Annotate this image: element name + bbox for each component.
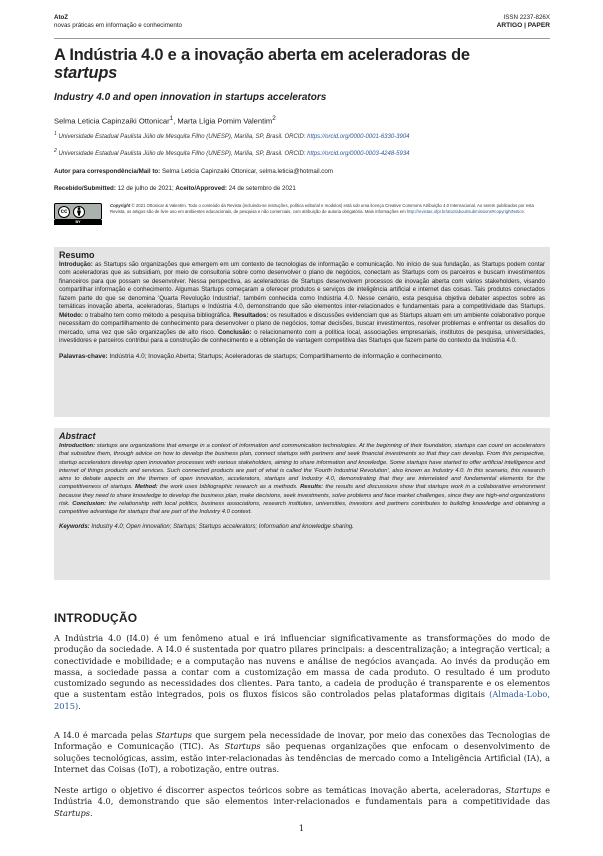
abstract-heading: Abstract <box>59 431 96 441</box>
copyright-link[interactable]: http://revistas.ufpr.br/atoz/about/submissions#copyrightNotice <box>406 209 524 214</box>
resumo-method-text: o trabalho tem como método a pesquisa bibliográfica. <box>82 311 232 319</box>
accepted-date: 24 de setembro de 2021 <box>227 185 296 192</box>
article-type: ARTIGO | PAPER <box>496 22 550 29</box>
cc-icon: cc <box>58 206 70 218</box>
resumo-keywords <box>59 352 545 361</box>
affiliation-1 <box>54 131 410 140</box>
affiliation-2 <box>54 148 410 157</box>
resumo-results-label: Resultados: <box>233 311 269 319</box>
abstract-box <box>54 428 550 580</box>
page-number: 1 <box>298 824 305 834</box>
author-1: Selma Leticia Capinzaiki Ottonicar <box>54 116 170 126</box>
title-main: A Indústria 4.0 e a inovação aberta em aceleradoras de <box>54 46 470 64</box>
affiliation-1-sup: 1 <box>54 131 57 137</box>
received-label: Recebido/Submitted: <box>54 185 116 192</box>
cc-by-label: BY <box>54 220 102 225</box>
received-date: 12 de julho de 2021; <box>115 185 176 192</box>
resumo-results-text: os resultados e discussões evidenciam que as Startups atuam em um ambiente colaborativo porque necessitam do compartilhamento de conhecimento para desenvolver o plano de negócios, tomar decisões, buscar investimentos, resolver problemas e enfrentar os desafios do mercado, uma vez que são organizações de alto risco. <box>59 311 545 336</box>
affiliation-2-text: Universidade Estadual Paulista Júlio de Mesquita Filho (UNESP), Marília, SP, Brasil. ORCID: <box>58 151 308 157</box>
journal-subtitle: novas práticas em informação e conhecimento <box>54 22 182 29</box>
abstract-text <box>59 442 545 517</box>
resumo-intro-label: Introdução: <box>59 261 93 268</box>
intro-p3-italic-2: Startups <box>54 807 90 818</box>
accepted-label: Aceito/Approved: <box>175 185 227 192</box>
copyright-label: Copyright <box>110 203 131 208</box>
intro-paragraph-2 <box>54 730 550 775</box>
author-1-sup: 1 <box>169 115 174 122</box>
intro-p2-c: são pequenas organizações que enfocam o desenvolvimento de soluções tecnológicas, assim, estão inter-relacionadas às tendências de mercado como a Inteligência Artificial (IA), a Internet das Coisas (IoT), a robotização, entre outras. <box>54 741 550 774</box>
section-heading-introducao: INTRODUÇÃO <box>54 611 138 625</box>
resumo-heading: Resumo <box>59 250 95 260</box>
header-divider <box>54 38 550 39</box>
author-sep: , <box>173 116 178 126</box>
orcid-link-2[interactable]: https://orcid.org/0000-0003-4248-5934 <box>307 151 410 157</box>
affiliation-1-text: Universidade Estadual Paulista Júlio de Mesquita Filho (UNESP), Marília, SP, Brasil. ORCID: <box>58 134 308 140</box>
affiliation-2-sup: 2 <box>54 148 57 154</box>
abstract-keywords-text: Industry 4.0; Open innovation; Startups; Startups accelerators; Information and knowledge sharing. <box>89 523 354 530</box>
resumo-method-label: Método: <box>59 311 83 319</box>
intro-p2-a: A I4.0 é marcada pelas <box>54 730 156 740</box>
intro-p2-italic-1: Startups <box>155 730 192 740</box>
abstract-method-text: the work uses bibliographic research as a methods. <box>157 484 298 491</box>
author-2-sup: 2 <box>272 115 276 122</box>
page-header <box>54 14 550 38</box>
abstract-results-label: Results: <box>300 484 324 491</box>
paper-title <box>54 46 554 82</box>
intro-paragraph-3 <box>54 785 550 819</box>
abstract-conclusion-text: the relationship with local politics, business associations, research institutes, universities, investors and partners contributes to building knowledge and obtaining a competitive advantage for startups that are part of the Industry 4.0 context. <box>59 501 545 516</box>
intro-p1-end: . <box>78 700 81 711</box>
journal-name: AtoZ <box>54 14 69 21</box>
correspondence <box>54 168 333 175</box>
intro-p3-c: . <box>89 807 93 818</box>
journal-block <box>54 14 182 30</box>
issn: ISSN 2237-826X <box>503 14 550 21</box>
intro-p3-italic-1: Startups <box>505 785 542 795</box>
cc-license-badge[interactable] <box>54 203 102 220</box>
submission-dates <box>54 185 296 192</box>
copyright-end: . <box>523 209 526 214</box>
resumo-intro-text: as Startups são organizações que emergem em um contexto de tecnologias de informação e comunicação. No início de sua fundação, as Startups podem contar com aceleradoras que as subsidiam, por meio de consultoria sobre como desenvolver o plano de negócios, conectam as Startups com os parceiros e buscam investimentos financeiros para que possam se desenvolver. Nessa perspectiva, as aceleradoras de Startups desenvolvem processos de inovação aberta com vários stakeholders, visando compartilhar informação e conhecimento. Algumas Startups começaram a oferecer produtos e serviços de inteligência artificial e internet das coisas. Tais produtos conectados fazem parte do que se denomina 'Quarta Revolução Industrial', também conhecida como Indústria 4.0. Nesse cenário, esta pesquisa objetiva debater aspectos sobre as temáticas inovação aberta, aceleradoras, Startups e Indústria 4.0, demonstrando que são elementos inter-relacionados e fundamentais para a competitividade das Startups. <box>59 261 545 311</box>
intro-p3-a: Neste artigo o objetivo é discorrer aspectos teóricos sobre as temáticas inovação aberta, aceleradoras, <box>54 785 506 795</box>
issn-block <box>497 14 550 30</box>
abstract-keywords-label: Keywords: <box>59 523 90 530</box>
attribution-person-icon <box>73 206 85 218</box>
correspondence-label: Autor para correspondência/Mail to: <box>54 168 161 175</box>
title-italic: startups <box>54 64 118 82</box>
abstract-intro-text: startups are organizations that emerge in a context of information and communication technologies. At the beginning of their foundation, startups can count on accelerators that subsidize them, through advice on how to develop the business plan, connect startups with partners and seek financial investments so that they can develop. From this perspective, startup accelerators develop open innovation processes with various stakeholders, aiming to share information and knowledge. Some startups have started to offer artificial intelligence and internet of things products and services. Such connected products are part of what is called the 'Fourth Industrial Revolution', also known as Industry 4.0. In this scenario, this research aims to debate aspects on the themes of open innovation, accelerators, startups and Industry 4.0, demonstrating that they are interrelated and fundamental elements for the competitiveness of startups. <box>59 443 545 491</box>
abstract-intro-label: Introduction: <box>59 443 96 449</box>
resumo-conclusion-label: Conclusão: <box>218 328 252 336</box>
paper-subtitle: Industry 4.0 and open innovation in startups accelerators <box>54 92 327 103</box>
citation-link[interactable]: (Almada-Lobo, 2015) <box>54 689 550 711</box>
intro-p2-b: que surgem pela necessidade de inovar, por meio das conexões das Tecnologias de Informação e Comunicação (TIC). As <box>54 730 550 752</box>
abstract-keywords <box>59 523 545 532</box>
abstract-method-label: Method: <box>135 484 158 491</box>
resumo-box <box>54 247 550 417</box>
resumo-conclusion-text: o relacionamento com a política local, associações empresariais, institutos de pesquisa, universidades, investidores e parceiros contribui para a construção de conhecimento e a obtenção de vantagem competitiva das Startups que fazem parte do contexto da Indústria 4.0. <box>59 328 545 345</box>
intro-p1-text: A Indústria 4.0 (I4.0) é um fenômeno atual e irá influenciar significativamente as transformações do modo de produção da sociedade. A I4.0 é sustentada por quatro pilares principais: a descentralização; a integração vertical; a conectividade e mobilidade; e a computação nas nuvens e análise de negócios avançada. Ao invés da produção em massa, a sociedade passa a contar com a customização em massa de cada produto. O resultado é um produto customizado segundo as necessidades dos clientes. Para tanto, a cadeia de produção é transparente e os elementos que a sustentam estão integrados, pois os fluxos físicos são controlados pelas plataformas digitais <box>54 633 550 700</box>
resumo-text <box>59 261 545 346</box>
author-2: Marta Lígia Pomim Valentim <box>177 116 273 126</box>
resumo-keywords-label: Palavras-chave: <box>59 352 108 360</box>
resumo-keywords-text: Indústria 4.0; Inovação Aberta; Startups; Aceleradoras de startups; Compartilhamento de informação e conhecimento. <box>107 352 443 360</box>
abstract-conclusion-label: Conclusion: <box>72 501 107 508</box>
authors <box>54 115 276 126</box>
copyright-notice <box>110 203 550 215</box>
abstract-results-text: the results and discussions show that startups work in a collaborative environment because they need to share knowledge to develop the business plan, make decisions, seek investments, solve problems and face market challenges, since they are high-end organizations risk. <box>59 484 546 508</box>
intro-paragraph-1 <box>54 633 550 712</box>
orcid-link-1[interactable]: https://orcid.org/0000-0001-6330-3904 <box>307 134 410 140</box>
intro-p3-b: e Indústria 4.0, demonstrando que são elementos inter-relacionados e fundamentais para a competitividade das <box>54 785 550 807</box>
intro-p2-italic-2: Startups <box>224 741 261 752</box>
copyright-text: © 2021 Ottonicar & Valentim. Todo o conteúdo da Revista (incluindo-se instruções, política editorial e modelos) está sob uma licença Creative Commons Atribuição 4.0 Internacional. Ao serem publicados por esta Revista, os artigos são de livre uso em ambientes educacionais, de pesquisa e não comerciais, com atribuição de autoria obrigatória. Mais informações em <box>110 203 534 214</box>
correspondence-text: Selma Leticia Capinzaiki Ottonicar, selma.leticia@hotmail.com <box>160 168 333 175</box>
